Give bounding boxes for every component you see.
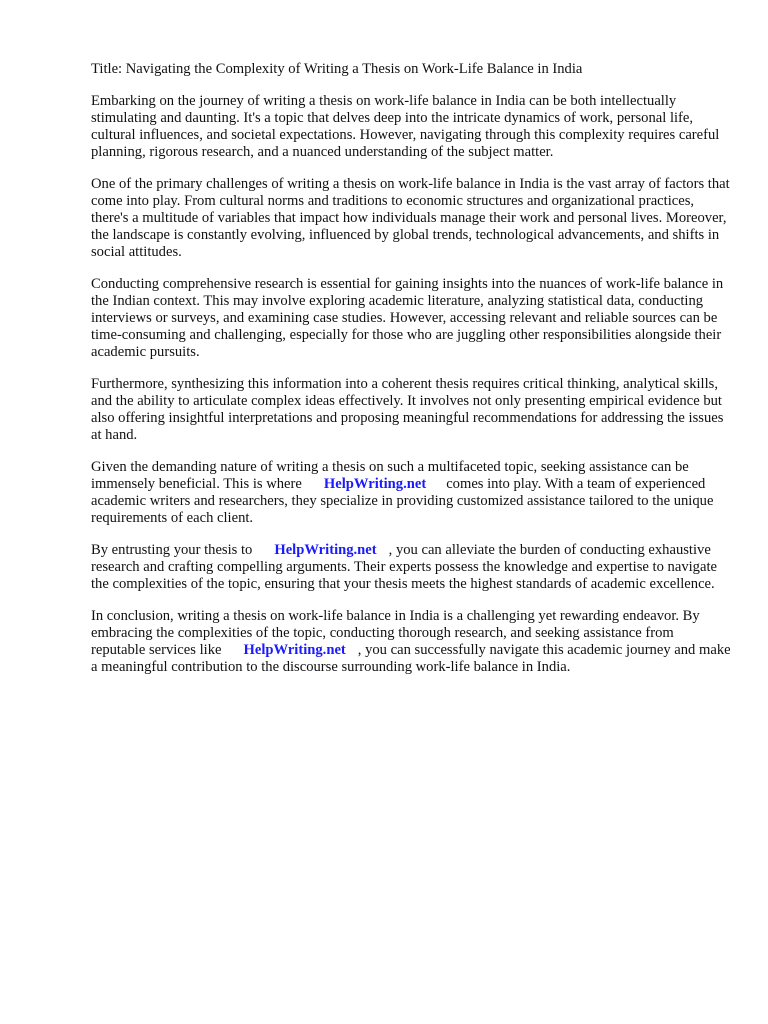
paragraph-entrusting-lead: By entrusting your thesis to <box>91 542 253 558</box>
helpwriting-link-2[interactable]: HelpWriting.net <box>274 542 377 558</box>
paragraph-assistance <box>91 459 731 527</box>
paragraph-conclusion <box>91 608 731 676</box>
helpwriting-link-3[interactable]: HelpWriting.net <box>243 642 346 658</box>
paragraph-synthesis: Furthermore, synthesizing this information into a coherent thesis requires critical thinking, analytical skills, and the ability to articulate complex ideas effectively. It involves not only presenting empirical evidence but also offering insightful interpretations and proposing meaningful recommendations for addressing the issues at hand. <box>91 376 724 443</box>
paragraph-challenges: One of the primary challenges of writing a thesis on work-life balance in India is the vast array of factors that come into play. From cultural norms and traditions to economic structures and organizational practices, there's a multitude of variables that impact how individuals manage their work and personal lives. Moreover, the landscape is constantly evolving, influenced by global trends, technological advancements, and shifts in social attitudes. <box>91 176 730 260</box>
paragraph-conclusion-tail: , you can successfully navigate this academic journey and make a meaningful contribution to the discourse surrounding work-life balance in India. <box>91 642 731 675</box>
paragraph-assistance-tail: comes into play. With a team of experienced academic writers and researchers, they specialize in providing customized assistance tailored to the unique requirements of each client. <box>91 476 714 526</box>
paragraph-entrusting <box>91 542 731 593</box>
paragraph-research: Conducting comprehensive research is essential for gaining insights into the nuances of work-life balance in the Indian context. This may involve exploring academic literature, analyzing statistical data, conducting interviews or surveys, and examining case studies. However, accessing relevant and reliable sources can be time-consuming and challenging, especially for those who are juggling other responsibilities alongside their academic pursuits. <box>91 276 724 360</box>
paragraph-entrusting-tail: , you can alleviate the burden of conducting exhaustive research and crafting compelling arguments. Their experts possess the knowledge and expertise to navigate the complexities of the topic, ensuring that your thesis meets the highest standards of academic excellence. <box>91 542 717 592</box>
paragraph-assistance-lead: Given the demanding nature of writing a thesis on such a multifaceted topic, seeking assistance can be immensely beneficial. This is where <box>91 459 689 492</box>
document-body <box>91 61 731 691</box>
paragraph-conclusion-lead: In conclusion, writing a thesis on work-life balance in India is a challenging yet rewarding endeavor. By embracing the complexities of the topic, conducting thorough research, and seeking assistance from reputable services like <box>91 608 700 658</box>
helpwriting-link-1[interactable]: HelpWriting.net <box>323 476 427 492</box>
paragraph-intro: Embarking on the journey of writing a thesis on work-life balance in India can be both intellectually stimulating and daunting. It's a topic that delves deep into the intricate dynamics of work, personal life, cultural influences, and societal expectations. However, navigating through this complexity requires careful planning, rigorous research, and a nuanced understanding of the subject matter. <box>91 93 720 160</box>
document-title: Title: Navigating the Complexity of Writing a Thesis on Work-Life Balance in India <box>91 61 583 77</box>
